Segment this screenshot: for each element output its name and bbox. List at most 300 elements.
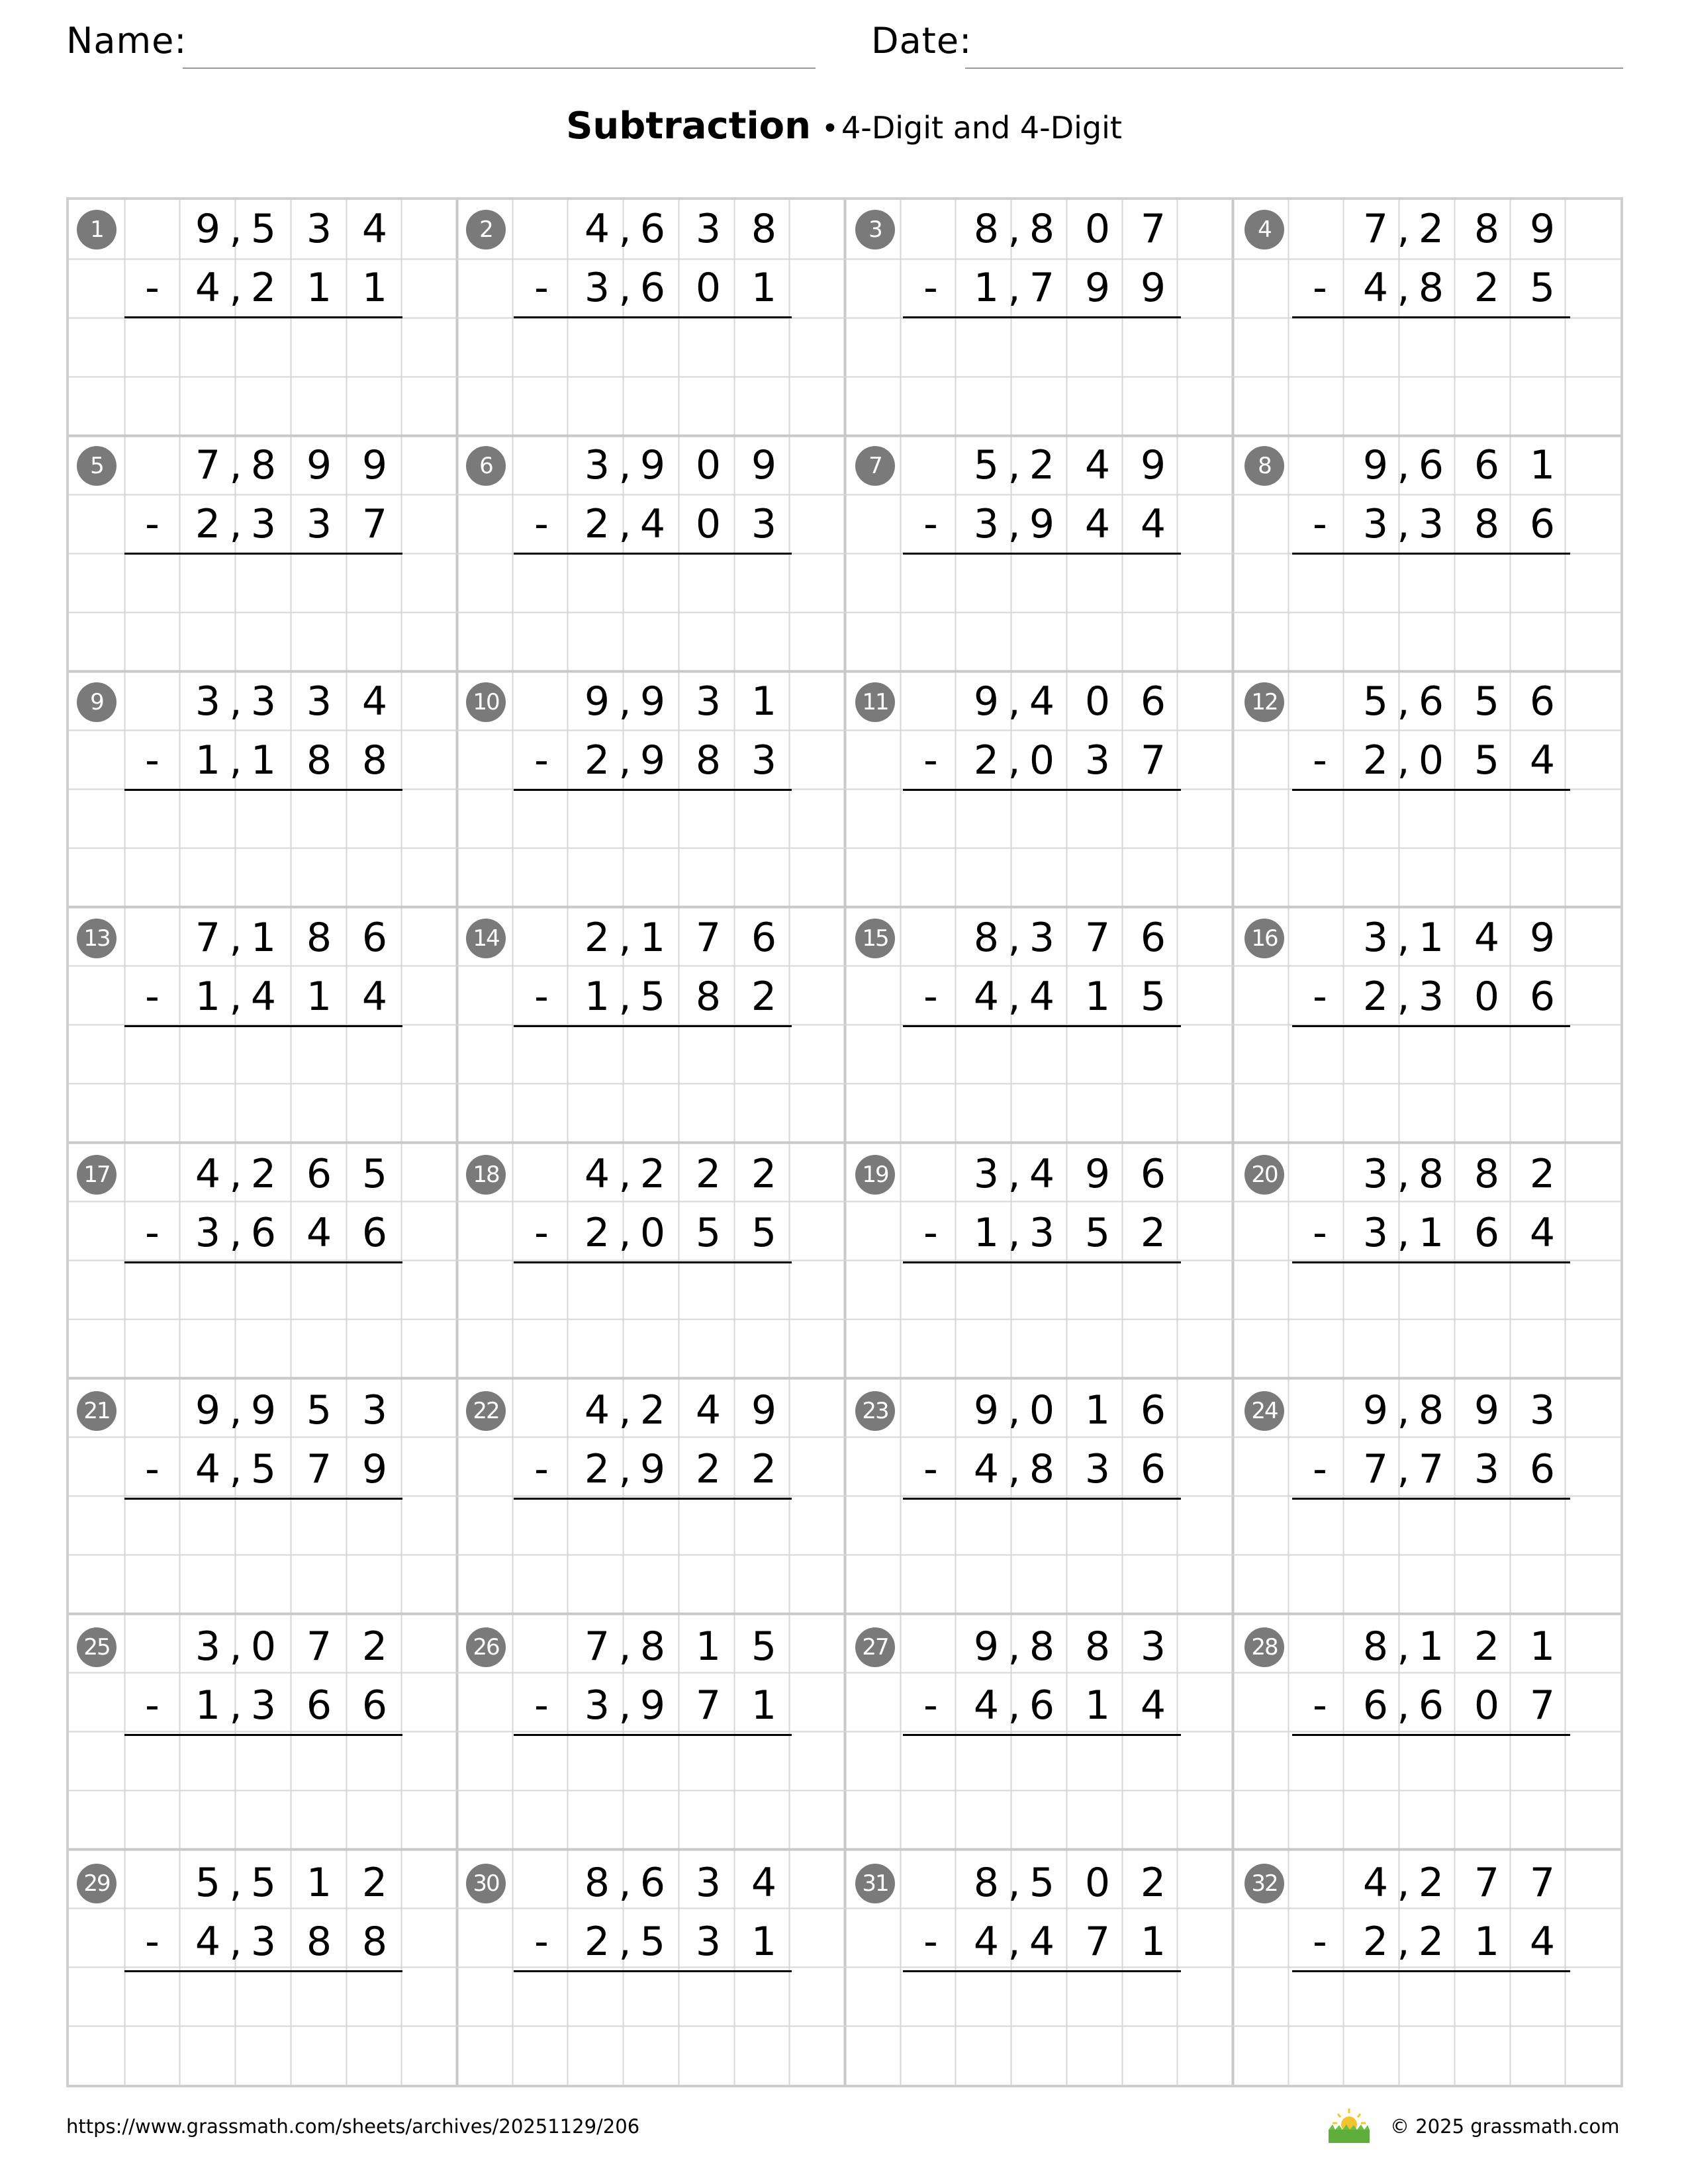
digit: 6	[1418, 678, 1444, 725]
problem-15	[847, 909, 1237, 1145]
digit: 2	[973, 737, 1000, 784]
digit: 4	[195, 1919, 221, 1965]
digit: 1	[195, 737, 221, 784]
digit: 9	[1362, 1387, 1389, 1433]
minus-sign: -	[1313, 1919, 1327, 1965]
problem-26	[458, 1617, 847, 1854]
thousands-comma: ,	[1008, 974, 1021, 1020]
digit: 1	[584, 974, 610, 1020]
problem-number-badge: 3	[855, 210, 895, 250]
digit: 5	[973, 442, 1000, 488]
digit: 3	[306, 678, 332, 725]
thousands-comma: ,	[229, 1151, 242, 1197]
answer-space[interactable]	[514, 319, 792, 432]
digit: 9	[195, 1387, 221, 1433]
problem-number-badge: 21	[77, 1391, 117, 1431]
subtrahend-row	[69, 495, 458, 554]
subtrahend-row	[69, 1676, 458, 1735]
digit: 3	[250, 1682, 277, 1729]
digit: 7	[1140, 206, 1166, 252]
answer-space[interactable]	[514, 1028, 792, 1140]
answer-space[interactable]	[903, 1973, 1181, 2085]
digit: 6	[1029, 1682, 1055, 1729]
answer-space[interactable]	[1292, 1264, 1570, 1377]
digit: 5	[639, 974, 666, 1020]
problem-number-badge: 10	[466, 682, 506, 722]
minuend-row	[458, 909, 847, 968]
digit: 1	[306, 974, 332, 1020]
digit: 3	[1362, 1151, 1389, 1197]
thousands-comma: ,	[1397, 265, 1410, 311]
subtrahend-row	[847, 1913, 1237, 1972]
name-line[interactable]	[183, 68, 816, 69]
digit: 5	[1140, 974, 1166, 1020]
digit: 4	[1029, 974, 1055, 1020]
minuend-row	[847, 1145, 1237, 1204]
problem-8	[1237, 436, 1626, 672]
thousands-comma: ,	[229, 1446, 242, 1492]
digit: 6	[1474, 442, 1500, 488]
digit: 3	[1029, 1210, 1055, 1256]
digit: 6	[306, 1151, 332, 1197]
answer-line	[514, 1261, 792, 1263]
thousands-comma: ,	[229, 1682, 242, 1729]
digit: 6	[1140, 1151, 1166, 1197]
minus-sign: -	[145, 501, 160, 547]
subtrahend-row	[458, 1676, 847, 1735]
thousands-comma: ,	[1397, 915, 1410, 961]
digit: 0	[695, 501, 722, 547]
answer-space[interactable]	[1292, 1973, 1570, 2085]
digit: 1	[1140, 1919, 1166, 1965]
digit: 9	[1362, 442, 1389, 488]
answer-space[interactable]	[903, 1500, 1181, 1613]
answer-space[interactable]	[124, 319, 402, 432]
digit: 9	[1474, 1387, 1500, 1433]
minuend-row	[69, 200, 458, 259]
minuend-row	[1237, 1381, 1626, 1440]
thousands-comma: ,	[229, 915, 242, 961]
digit: 3	[584, 442, 610, 488]
thousands-comma: ,	[229, 1387, 242, 1433]
digit: 1	[973, 1210, 1000, 1256]
answer-line	[1292, 316, 1570, 318]
problem-30	[458, 1854, 847, 2090]
date-label: Date:	[871, 20, 972, 62]
problem-24	[1237, 1381, 1626, 1617]
minuend-row	[69, 1145, 458, 1204]
thousands-comma: ,	[1008, 206, 1021, 252]
digit: 2	[1140, 1860, 1166, 1906]
minuend-row	[1237, 1617, 1626, 1676]
subtrahend-row	[458, 495, 847, 554]
digit: 1	[1084, 1682, 1111, 1729]
answer-space[interactable]	[903, 792, 1181, 904]
problem-21	[69, 1381, 458, 1617]
digit: 0	[250, 1623, 277, 1670]
subtrahend-row	[1237, 1913, 1626, 1972]
thousands-comma: ,	[229, 1210, 242, 1256]
digit: 3	[584, 265, 610, 311]
answer-space[interactable]	[514, 1500, 792, 1613]
digit: 0	[1084, 1860, 1111, 1906]
digit: 4	[1362, 265, 1389, 311]
digit: 1	[1418, 1210, 1444, 1256]
problem-number-badge: 2	[466, 210, 506, 250]
problem-number-badge: 9	[77, 682, 117, 722]
minus-sign: -	[1313, 265, 1327, 311]
problem-12	[1237, 672, 1626, 909]
name-label: Name:	[66, 20, 187, 62]
digit: 3	[695, 206, 722, 252]
digit: 4	[973, 1919, 1000, 1965]
digit: 9	[1140, 442, 1166, 488]
thousands-comma: ,	[618, 265, 632, 311]
footer-url: https://www.grassmath.com/sheets/archives/20251129/206	[66, 2115, 640, 2138]
problem-number-badge: 16	[1244, 919, 1284, 958]
digit: 5	[1084, 1210, 1111, 1256]
title-main: Subtraction	[566, 105, 812, 148]
digit: 6	[361, 1682, 388, 1729]
subtrahend-row	[847, 495, 1237, 554]
thousands-comma: ,	[618, 1919, 632, 1965]
answer-space[interactable]	[1292, 1737, 1570, 1849]
problem-number-badge: 4	[1244, 210, 1284, 250]
minus-sign: -	[145, 1446, 160, 1492]
digit: 9	[584, 678, 610, 725]
answer-space[interactable]	[903, 555, 1181, 668]
minuend-row	[847, 909, 1237, 968]
minus-sign: -	[1313, 1682, 1327, 1729]
thousands-comma: ,	[1008, 1623, 1021, 1670]
minus-sign: -	[923, 1682, 938, 1729]
thousands-comma: ,	[1397, 206, 1410, 252]
answer-space[interactable]	[124, 1500, 402, 1613]
answer-space[interactable]	[903, 1264, 1181, 1377]
subtrahend-row	[458, 968, 847, 1026]
digit: 8	[1029, 206, 1055, 252]
minus-sign: -	[534, 265, 549, 311]
digit: 7	[1362, 1446, 1389, 1492]
digit: 4	[1140, 501, 1166, 547]
digit: 4	[973, 1682, 1000, 1729]
subtrahend-row	[1237, 731, 1626, 790]
answer-line	[903, 1261, 1181, 1263]
subtrahend-row	[847, 1440, 1237, 1499]
digit: 8	[1029, 1446, 1055, 1492]
answer-space[interactable]	[514, 555, 792, 668]
digit: 8	[1474, 501, 1500, 547]
problem-4	[1237, 200, 1626, 436]
problem-28	[1237, 1617, 1626, 1854]
thousands-comma: ,	[1008, 1919, 1021, 1965]
digit: 6	[1529, 974, 1556, 1020]
digit: 4	[584, 1387, 610, 1433]
digit: 4	[584, 1151, 610, 1197]
digit: 5	[639, 1919, 666, 1965]
digit: 3	[1084, 737, 1111, 784]
digit: 7	[1140, 737, 1166, 784]
digit: 8	[584, 1860, 610, 1906]
minus-sign: -	[534, 1682, 549, 1729]
digit: 9	[195, 206, 221, 252]
digit: 9	[973, 1623, 1000, 1670]
answer-line	[124, 1970, 402, 1972]
thousands-comma: ,	[618, 206, 632, 252]
answer-space[interactable]	[1292, 555, 1570, 668]
minuend-row	[458, 1145, 847, 1204]
digit: 5	[1529, 265, 1556, 311]
digit: 6	[250, 1210, 277, 1256]
digit: 5	[751, 1623, 777, 1670]
answer-space[interactable]	[124, 1737, 402, 1849]
answer-space[interactable]	[903, 1737, 1181, 1849]
subtrahend-row	[458, 1440, 847, 1499]
digit: 3	[250, 678, 277, 725]
minuend-row	[1237, 909, 1626, 968]
problem-32	[1237, 1854, 1626, 2090]
minus-sign: -	[923, 1919, 938, 1965]
digit: 1	[639, 915, 666, 961]
minus-sign: -	[1313, 501, 1327, 547]
answer-line	[124, 1261, 402, 1263]
minus-sign: -	[534, 1446, 549, 1492]
digit: 8	[695, 974, 722, 1020]
answer-space[interactable]	[1292, 1500, 1570, 1613]
digit: 7	[584, 1623, 610, 1670]
title-subtitle: 4-Digit and 4-Digit	[841, 110, 1122, 146]
digit: 4	[1029, 1919, 1055, 1965]
subtrahend-row	[458, 1204, 847, 1263]
minuend-row	[458, 672, 847, 731]
problem-number-badge: 18	[466, 1155, 506, 1195]
subtrahend-row	[1237, 968, 1626, 1026]
digit: 9	[751, 442, 777, 488]
digit: 2	[1529, 1151, 1556, 1197]
digit: 8	[973, 1860, 1000, 1906]
digit: 3	[1140, 1623, 1166, 1670]
digit: 9	[306, 442, 332, 488]
digit: 3	[1474, 1446, 1500, 1492]
thousands-comma: ,	[618, 1446, 632, 1492]
problem-14	[458, 909, 847, 1145]
digit: 2	[250, 265, 277, 311]
minuend-row	[69, 1617, 458, 1676]
problem-29	[69, 1854, 458, 2090]
digit: 8	[1362, 1623, 1389, 1670]
digit: 3	[695, 1860, 722, 1906]
digit: 0	[1029, 1387, 1055, 1433]
subtrahend-row	[69, 1204, 458, 1263]
digit: 0	[1474, 1682, 1500, 1729]
thousands-comma: ,	[1397, 1682, 1410, 1729]
answer-line	[124, 316, 402, 318]
answer-space[interactable]	[903, 319, 1181, 432]
digit: 3	[751, 737, 777, 784]
digit: 4	[195, 1151, 221, 1197]
thousands-comma: ,	[1008, 1210, 1021, 1256]
problem-number-badge: 31	[855, 1864, 895, 1903]
answer-line	[1292, 1025, 1570, 1027]
answer-space[interactable]	[1292, 1028, 1570, 1140]
worksheet-title	[0, 105, 1688, 148]
digit: 4	[1529, 1919, 1556, 1965]
problem-number-badge: 27	[855, 1627, 895, 1667]
digit: 8	[973, 206, 1000, 252]
minus-sign: -	[923, 974, 938, 1020]
problem-5	[69, 436, 458, 672]
digit: 4	[1529, 1210, 1556, 1256]
digit: 5	[250, 1860, 277, 1906]
digit: 1	[751, 1682, 777, 1729]
digit: 7	[1029, 265, 1055, 311]
digit: 3	[1362, 1210, 1389, 1256]
problem-number-badge: 8	[1244, 446, 1284, 486]
subtrahend-row	[847, 259, 1237, 318]
digit: 6	[1140, 1387, 1166, 1433]
answer-space[interactable]	[124, 1028, 402, 1140]
minuend-row	[69, 436, 458, 495]
digit: 4	[639, 501, 666, 547]
digit: 2	[1362, 1919, 1389, 1965]
digit: 4	[361, 678, 388, 725]
answer-space[interactable]	[514, 1737, 792, 1849]
thousands-comma: ,	[229, 737, 242, 784]
digit: 3	[973, 501, 1000, 547]
answer-space[interactable]	[124, 792, 402, 904]
thousands-comma: ,	[618, 678, 632, 725]
digit: 8	[1418, 1387, 1444, 1433]
thousands-comma: ,	[1397, 1387, 1410, 1433]
digit: 5	[1362, 678, 1389, 725]
digit: 3	[1362, 501, 1389, 547]
digit: 5	[1474, 737, 1500, 784]
minuend-row	[69, 1381, 458, 1440]
problem-2	[458, 200, 847, 436]
minus-sign: -	[534, 501, 549, 547]
problem-number-badge: 15	[855, 919, 895, 958]
answer-line	[124, 789, 402, 791]
problem-6	[458, 436, 847, 672]
digit: 2	[584, 737, 610, 784]
thousands-comma: ,	[229, 265, 242, 311]
digit: 3	[584, 1682, 610, 1729]
digit: 5	[695, 1210, 722, 1256]
digit: 4	[1362, 1860, 1389, 1906]
minus-sign: -	[923, 265, 938, 311]
subtrahend-row	[69, 731, 458, 790]
digit: 7	[1084, 1919, 1111, 1965]
thousands-comma: ,	[1397, 1919, 1410, 1965]
digit: 9	[639, 678, 666, 725]
digit: 4	[1529, 737, 1556, 784]
date-line[interactable]	[965, 68, 1623, 69]
answer-space[interactable]	[1292, 792, 1570, 904]
digit: 2	[639, 1151, 666, 1197]
digit: 3	[695, 678, 722, 725]
digit: 4	[195, 265, 221, 311]
digit: 8	[1474, 206, 1500, 252]
thousands-comma: ,	[1008, 442, 1021, 488]
digit: 5	[250, 206, 277, 252]
answer-space[interactable]	[1292, 319, 1570, 432]
answer-space[interactable]	[124, 1264, 402, 1377]
problem-18	[458, 1145, 847, 1381]
digit: 2	[1362, 737, 1389, 784]
digit: 3	[361, 1387, 388, 1433]
digit: 8	[1474, 1151, 1500, 1197]
subtrahend-row	[1237, 1204, 1626, 1263]
answer-space[interactable]	[124, 1973, 402, 2085]
digit: 2	[250, 1151, 277, 1197]
digit: 5	[361, 1151, 388, 1197]
thousands-comma: ,	[1008, 1387, 1021, 1433]
thousands-comma: ,	[1397, 501, 1410, 547]
digit: 9	[639, 442, 666, 488]
digit: 2	[584, 1919, 610, 1965]
digit: 9	[1084, 265, 1111, 311]
digit: 9	[250, 1387, 277, 1433]
digit: 3	[751, 501, 777, 547]
digit: 8	[306, 737, 332, 784]
digit: 4	[973, 974, 1000, 1020]
minuend-row	[458, 1854, 847, 1913]
digit: 2	[1474, 1623, 1500, 1670]
problem-number-badge: 26	[466, 1627, 506, 1667]
digit: 1	[195, 1682, 221, 1729]
problem-number-badge: 13	[77, 919, 117, 958]
answer-space[interactable]	[514, 1264, 792, 1377]
digit: 4	[1029, 678, 1055, 725]
minuend-row	[847, 1381, 1237, 1440]
digit: 6	[639, 206, 666, 252]
problem-number-badge: 30	[466, 1864, 506, 1903]
digit: 2	[1362, 974, 1389, 1020]
digit: 7	[1084, 915, 1111, 961]
digit: 5	[250, 1446, 277, 1492]
thousands-comma: ,	[1397, 1210, 1410, 1256]
subtrahend-row	[847, 1204, 1237, 1263]
problem-number-badge: 22	[466, 1391, 506, 1431]
problem-31	[847, 1854, 1237, 2090]
problem-number-badge: 12	[1244, 682, 1284, 722]
problem-7	[847, 436, 1237, 672]
answer-space[interactable]	[903, 1028, 1181, 1140]
problem-9	[69, 672, 458, 909]
minuend-row	[69, 909, 458, 968]
answer-line	[514, 1025, 792, 1027]
digit: 4	[751, 1860, 777, 1906]
problem-number-badge: 19	[855, 1155, 895, 1195]
digit: 0	[695, 442, 722, 488]
answer-space[interactable]	[514, 792, 792, 904]
digit: 2	[584, 501, 610, 547]
answer-space[interactable]	[514, 1973, 792, 2085]
minuend-row	[1237, 672, 1626, 731]
digit: 3	[250, 1919, 277, 1965]
problem-3	[847, 200, 1237, 436]
minus-sign: -	[145, 1682, 160, 1729]
problem-number-badge: 7	[855, 446, 895, 486]
subtrahend-row	[1237, 495, 1626, 554]
digit: 6	[1418, 442, 1444, 488]
footer-copyright: © 2025 grassmath.com	[1390, 2115, 1620, 2138]
answer-space[interactable]	[124, 555, 402, 668]
digit: 1	[1418, 1623, 1444, 1670]
digit: 3	[1529, 1387, 1556, 1433]
minuend-row	[847, 672, 1237, 731]
digit: 4	[1084, 442, 1111, 488]
